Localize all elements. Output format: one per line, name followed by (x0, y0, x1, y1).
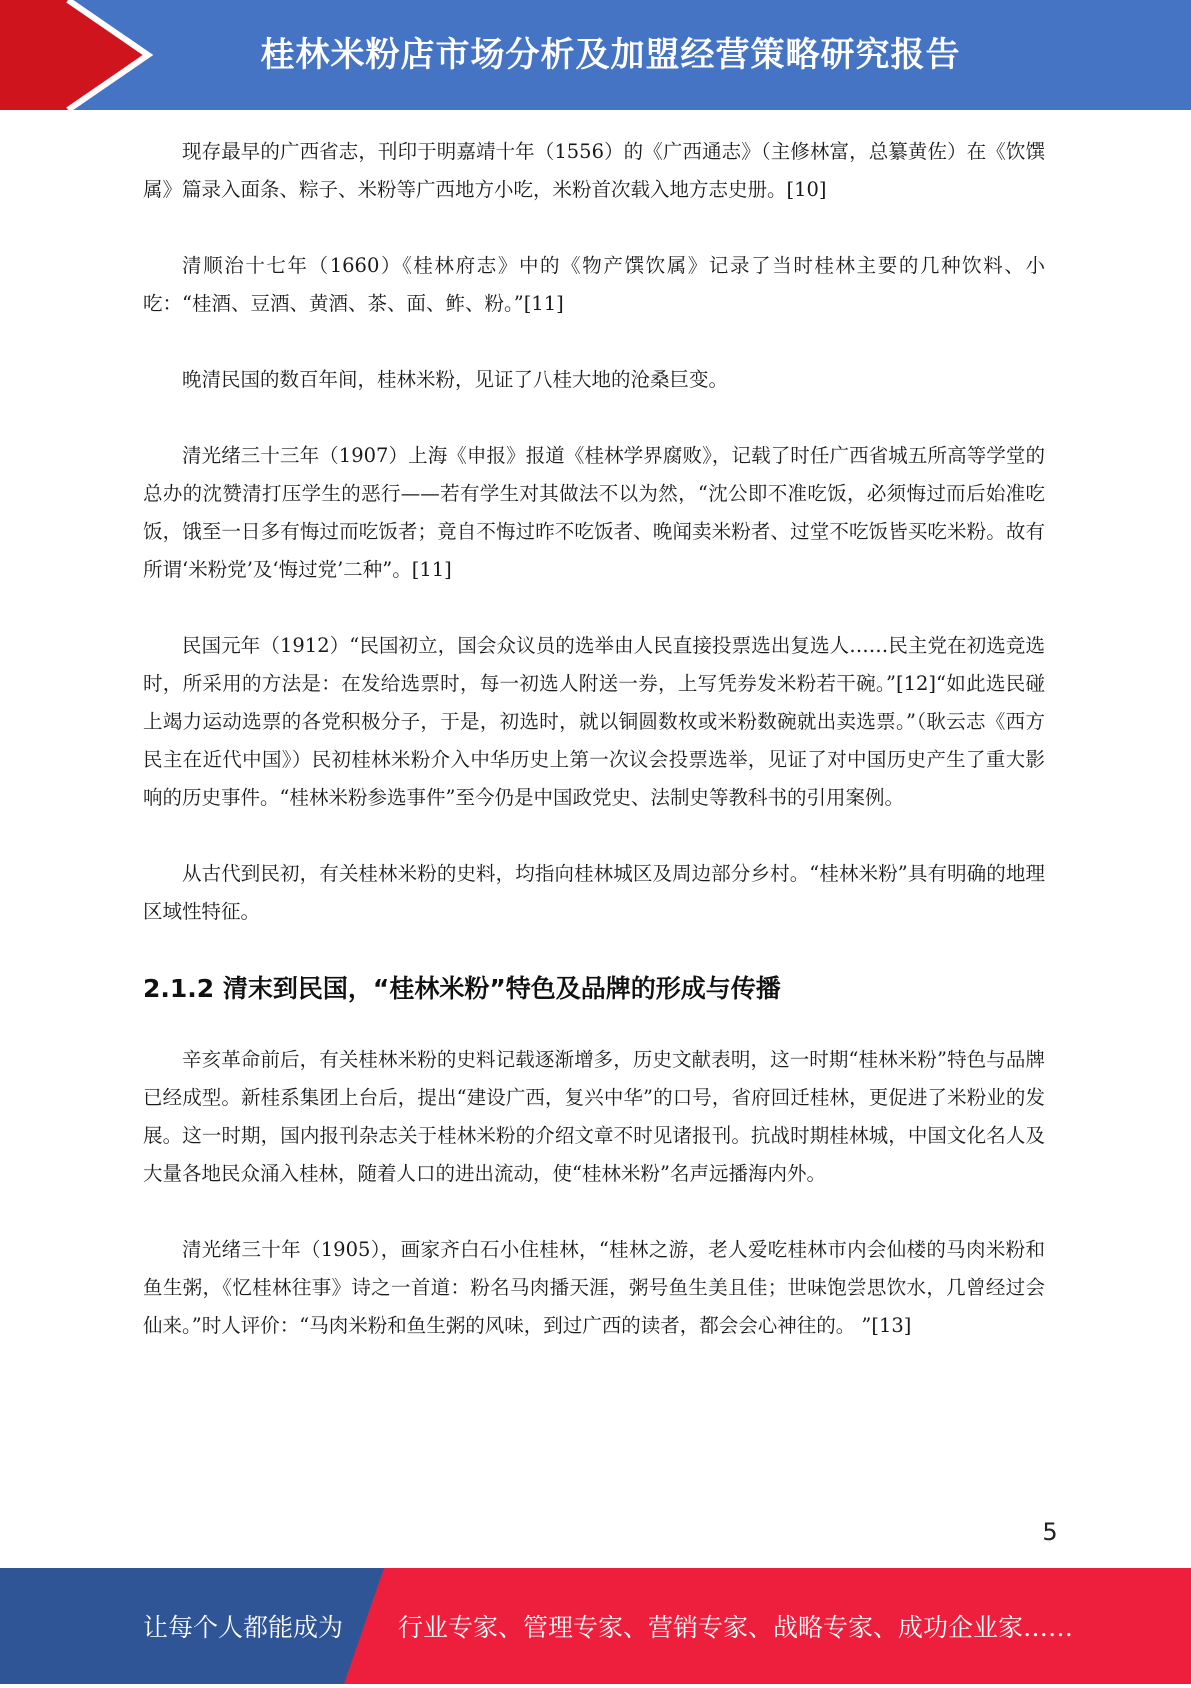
paragraph: 清光绪三十三年（1907）上海《申报》报道《桂林学界腐败》，记载了时任广西省城五所高等学堂的总办的沈赞清打压学生的恶行——若有学生对其做法不以为然，“沈公即不准吃饭，必须悔过而后始准吃饭，饿至一日多有悔过而吃饭者；竟自不悔过昨不吃饭者、晚闻卖米粉者、过堂不吃饭皆买吃米粉。故有所谓‘米粉党’及‘悔过党’二种”。[11] (143, 444, 1045, 581)
report-title: 桂林米粉店市场分析及加盟经营策略研究报告 (260, 35, 961, 75)
paragraph: 辛亥革命前后，有关桂林米粉的史料记载逐渐增多，历史文献表明，这一时期“桂林米粉”特色与品牌已经成型。新桂系集团上台后，提出“建设广西，复兴中华”的口号，省府回迁桂林，更促进了米粉业的发展。这一时期，国内报刊杂志关于桂林米粉的介绍文章不时见诸报刊。抗战时期桂林城，中国文化名人及大量各地民众涌入桂林，随着人口的进出流动，使“桂林米粉”名声远播海内外。 (143, 1048, 1045, 1185)
paragraph: 民国元年（1912）“民国初立，国会众议员的选举由人民直接投票选出复选人……民主党在初选竞选时，所采用的方法是：在发给选票时，每一初选人附送一券，上写凭券发米粉若干碗。”[12]“如此选民碰上竭力运动选票的各党积极分子，于是，初选时，就以铜圆数枚或米粉数碗就出卖选票。”（耿云志《西方民主在近代中国》）民初桂林米粉介入中华历史上第一次议会投票选举，见证了对中国历史产生了重大影响的历史事件。“桂林米粉参选事件”至今仍是中国政党史、法制史等教科书的引用案例。 (143, 634, 1045, 809)
footer-slogan-right: 行业专家、管理专家、营销专家、战略专家、成功企业家…… (398, 1613, 1074, 1642)
paragraph: 从古代到民初，有关桂林米粉的史料，均指向桂林城区及周边部分乡村。“桂林米粉”具有明确的地理区域性特征。 (143, 862, 1045, 923)
paragraph: 现存最早的广西省志，刊印于明嘉靖十年（1556）的《广西通志》（主修林富，总纂黄佐）在《饮馔属》篇录入面条、粽子、米粉等广西地方小吃，米粉首次载入地方志史册。[10] (143, 140, 1045, 201)
paragraph: 清光绪三十年（1905），画家齐白石小住桂林，“桂林之游，老人爱吃桂林市内会仙楼的马肉米粉和鱼生粥，《忆桂林往事》诗之一首道：粉名马肉播天涯，粥号鱼生美且佳；世味饱尝思饮水，几曾经过会仙来。”时人评价：“马肉米粉和鱼生粥的风味，到过广西的读者，都会会心神往的。 ”[13] (143, 1238, 1045, 1337)
document-body (143, 133, 1045, 1383)
page-number: 5 (1042, 1518, 1058, 1546)
paragraph: 清顺治十七年（1660）《桂林府志》中的《物产馔饮属》记录了当时桂林主要的几种饮料、小吃：“桂酒、豆酒、黄酒、茶、面、鲊、粉。”[11] (143, 254, 1045, 315)
section-heading: 2.1.2 清末到民国，“桂林米粉”特色及品牌的形成与传播 (143, 974, 781, 1003)
footer-bar (0, 1568, 1191, 1684)
header-bar (0, 0, 1191, 110)
paragraph: 晚清民国的数百年间，桂林米粉，见证了八桂大地的沧桑巨变。 (182, 368, 729, 391)
footer-slogan-left: 让每个人都能成为 (143, 1613, 344, 1642)
